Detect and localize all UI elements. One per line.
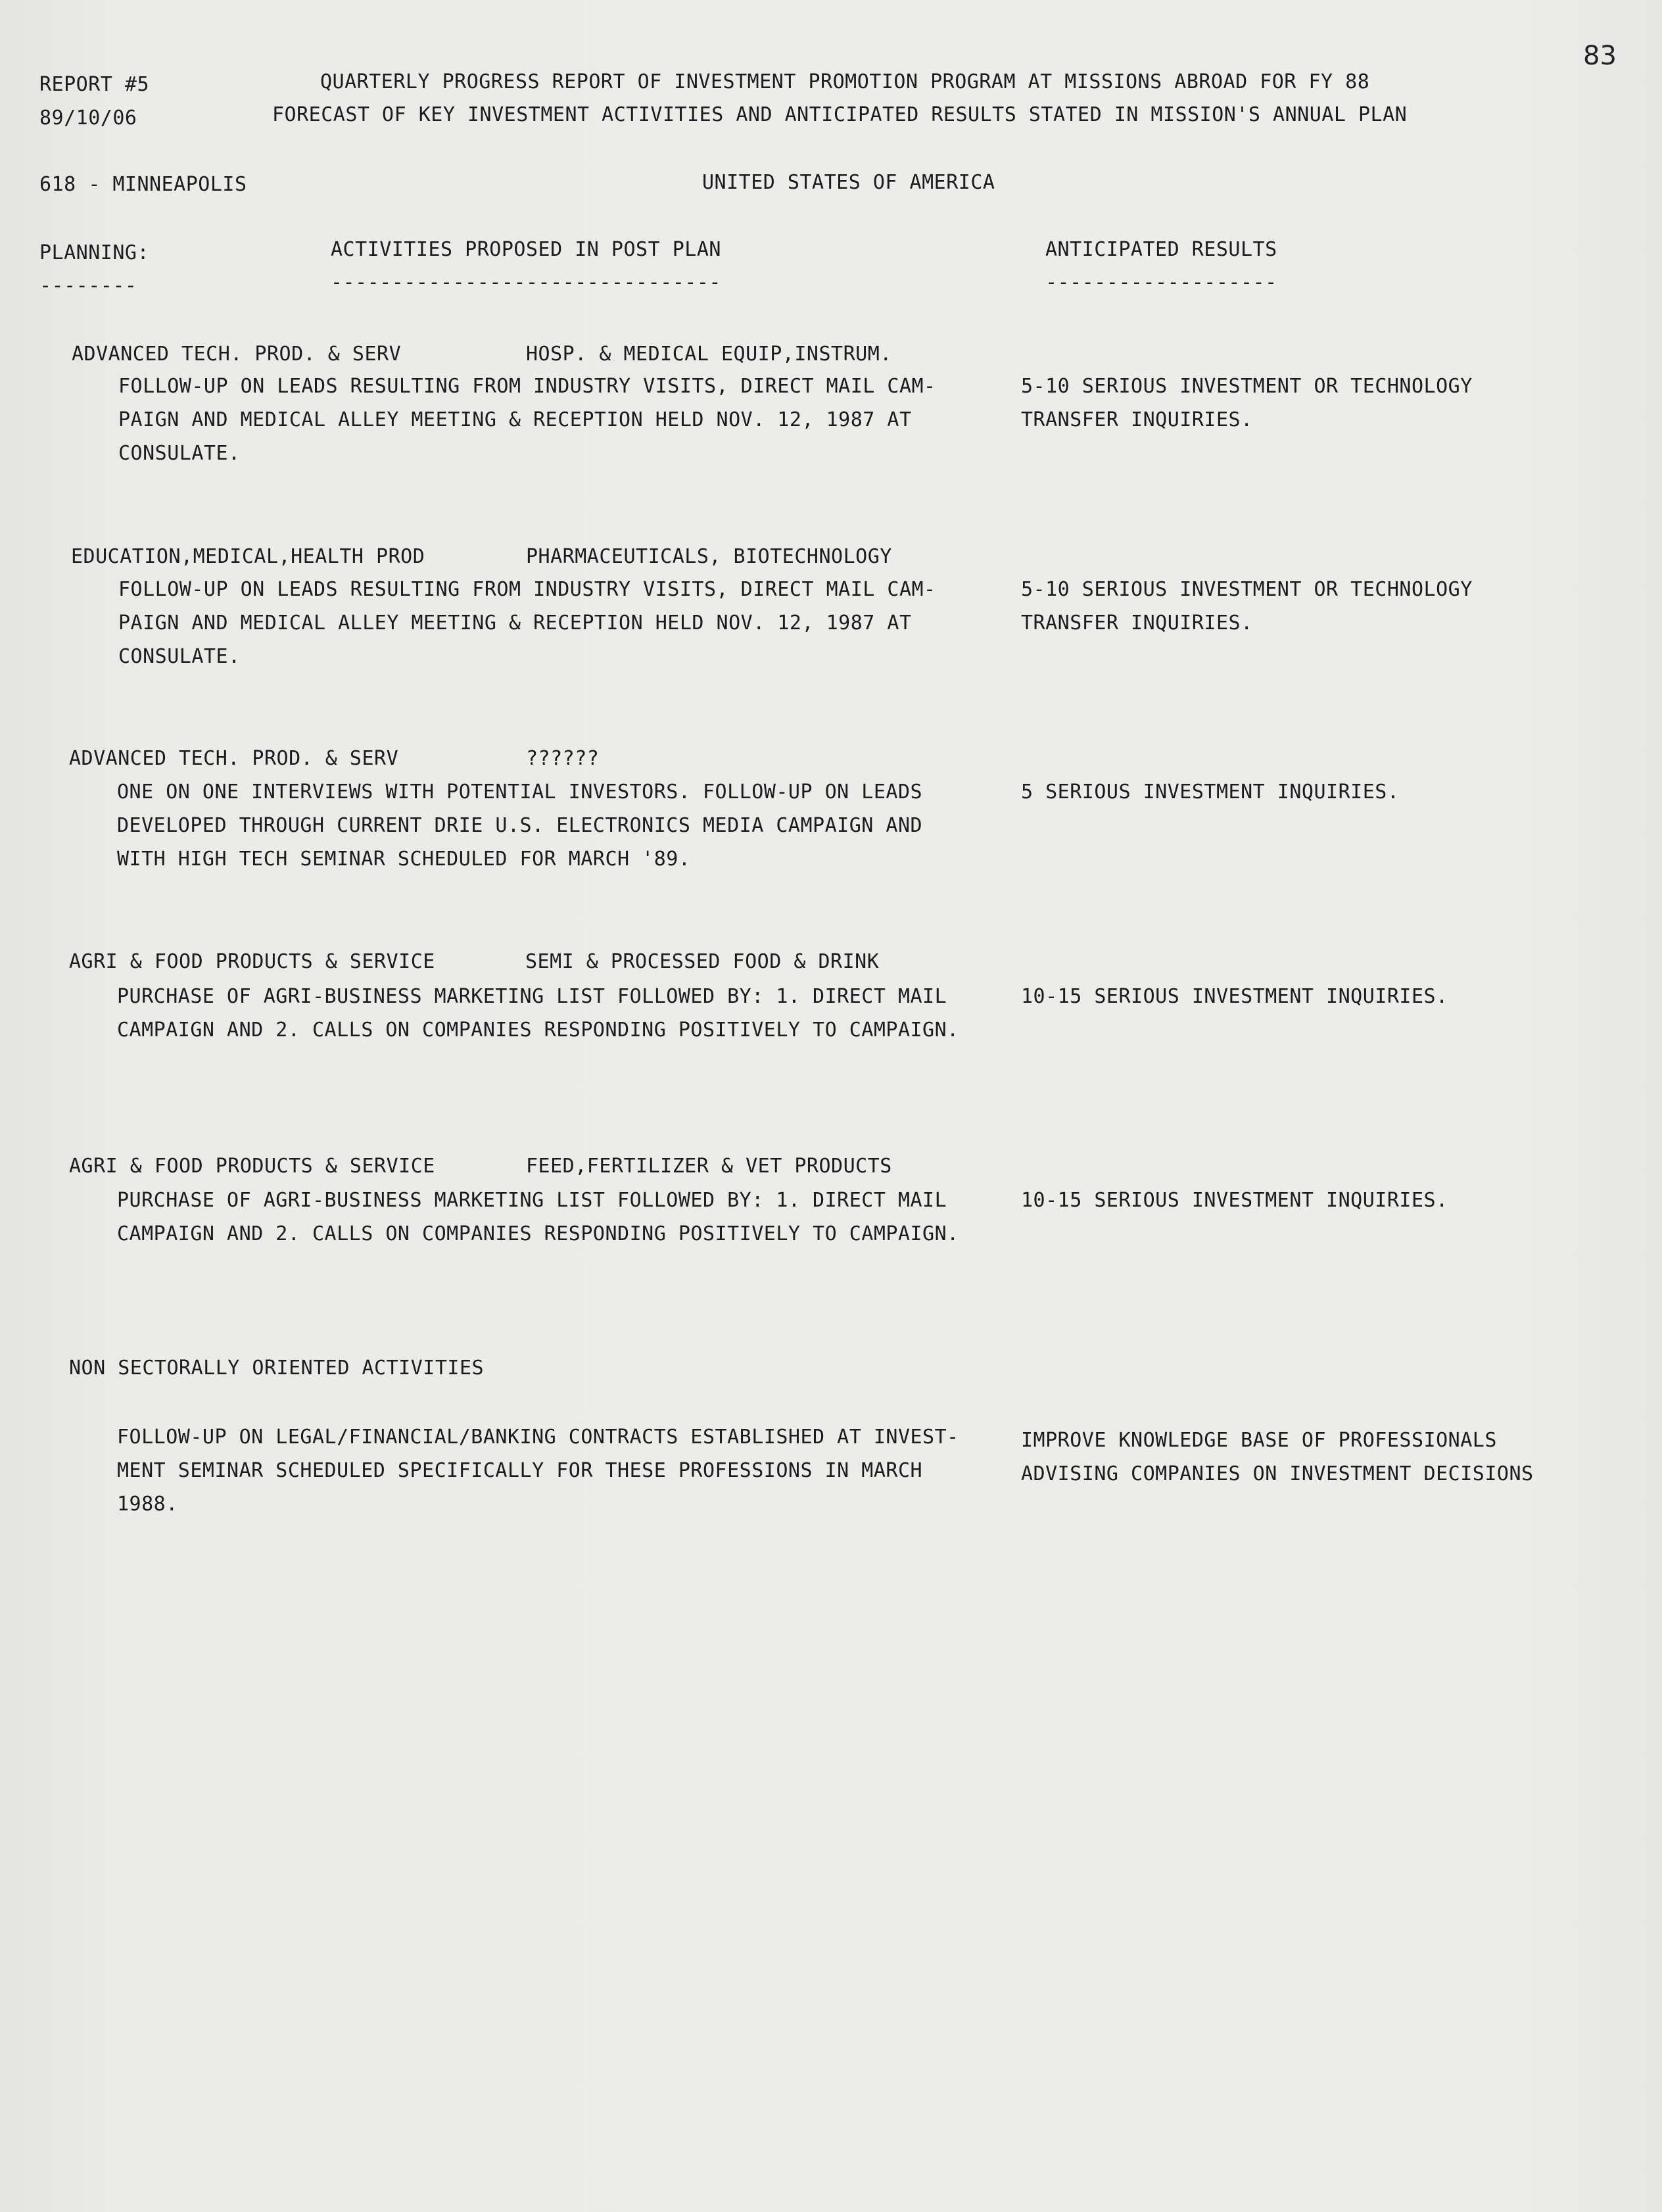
non-sectoral-heading: NON SECTORALLY ORIENTED ACTIVITIES xyxy=(69,1357,485,1380)
entry-sector: ADVANCED TECH. PROD. & SERV xyxy=(69,747,399,770)
entry-activity: PURCHASE OF AGRI-BUSINESS MARKETING LIST FOLLOWED BY: 1. DIRECT MAIL CAMPAIGN AND 2. CALLS ON COMPANIES RESPONDING POSITIVELY TO CAMPAIGN. xyxy=(117,1189,959,1245)
entry-subsector: FEED,FERTILIZER & VET PRODUCTS xyxy=(526,1155,892,1178)
entry-result: 5-10 SERIOUS INVESTMENT OR TECHNOLOGY TRANSFER INQUIRIES. xyxy=(1021,578,1473,635)
report-date: 89/10/06 xyxy=(39,107,137,130)
entry-result: 10-15 SERIOUS INVESTMENT INQUIRIES. xyxy=(1021,1189,1448,1212)
results-heading: ANTICIPATED RESULTS xyxy=(1045,238,1277,261)
report-title-line2: FORECAST OF KEY INVESTMENT ACTIVITIES AND ANTICIPATED RESULTS STATED IN MISSION'S ANNUAL PLAN xyxy=(272,103,1408,126)
entry-sector: EDUCATION,MEDICAL,HEALTH PROD xyxy=(71,545,425,568)
mission-name: 618 - MINNEAPOLIS xyxy=(39,173,247,196)
activities-rule: -------------------------------- xyxy=(331,271,721,294)
entry-subsector: HOSP. & MEDICAL EQUIP,INSTRUM. xyxy=(526,343,892,366)
entry-activity: FOLLOW-UP ON LEADS RESULTING FROM INDUSTRY VISITS, DIRECT MAIL CAM- PAIGN AND MEDICAL ALLEY MEETING & RECEPTION HELD NOV. 12, 1987 AT CONSULATE. xyxy=(118,375,936,465)
entry-sector: AGRI & FOOD PRODUCTS & SERVICE xyxy=(69,1155,435,1178)
entry-result: 5-10 SERIOUS INVESTMENT OR TECHNOLOGY TRANSFER INQUIRIES. xyxy=(1021,375,1473,431)
non-sectoral-activity: FOLLOW-UP ON LEGAL/FINANCIAL/BANKING CONTRACTS ESTABLISHED AT INVEST- MENT SEMINAR SCHEDULED SPECIFICALLY FOR THESE PROFESSIONS IN MARCH 1988. xyxy=(117,1426,959,1516)
report-id: REPORT #5 xyxy=(39,73,150,96)
page-number: 83 xyxy=(1583,41,1617,71)
entry-result: 5 SERIOUS INVESTMENT INQUIRIES. xyxy=(1021,781,1400,804)
entry-activity: ONE ON ONE INTERVIEWS WITH POTENTIAL INVESTORS. FOLLOW-UP ON LEADS DEVELOPED THROUGH CURRENT DRIE U.S. ELECTRONICS MEDIA CAMPAIGN AND WITH HIGH TECH SEMINAR SCHEDULED FOR MARCH '89. xyxy=(117,781,923,871)
entry-subsector: ?????? xyxy=(526,747,600,770)
entry-activity: FOLLOW-UP ON LEADS RESULTING FROM INDUSTRY VISITS, DIRECT MAIL CAM- PAIGN AND MEDICAL ALLEY MEETING & RECEPTION HELD NOV. 12, 1987 AT CONSULATE. xyxy=(118,578,936,668)
report-title-line1: QUARTERLY PROGRESS REPORT OF INVESTMENT PROMOTION PROGRAM AT MISSIONS ABROAD FOR FY 88 xyxy=(320,70,1370,93)
planning-rule: -------- xyxy=(39,274,137,297)
results-rule: ------------------- xyxy=(1045,271,1277,294)
entry-subsector: SEMI & PROCESSED FOOD & DRINK xyxy=(525,950,880,973)
entry-result: 10-15 SERIOUS INVESTMENT INQUIRIES. xyxy=(1021,985,1448,1008)
planning-heading: PLANNING: xyxy=(39,241,150,264)
entry-sector: AGRI & FOOD PRODUCTS & SERVICE xyxy=(69,950,435,973)
entry-subsector: PHARMACEUTICALS, BIOTECHNOLOGY xyxy=(526,545,892,568)
country-name: UNITED STATES OF AMERICA xyxy=(702,171,995,194)
activities-heading: ACTIVITIES PROPOSED IN POST PLAN xyxy=(331,238,721,261)
non-sectoral-result: IMPROVE KNOWLEDGE BASE OF PROFESSIONALS ADVISING COMPANIES ON INVESTMENT DECISIONS xyxy=(1021,1429,1534,1485)
entry-activity: PURCHASE OF AGRI-BUSINESS MARKETING LIST FOLLOWED BY: 1. DIRECT MAIL CAMPAIGN AND 2. CALLS ON COMPANIES RESPONDING POSITIVELY TO CAMPAIGN. xyxy=(117,985,959,1042)
entry-sector: ADVANCED TECH. PROD. & SERV xyxy=(72,343,402,366)
